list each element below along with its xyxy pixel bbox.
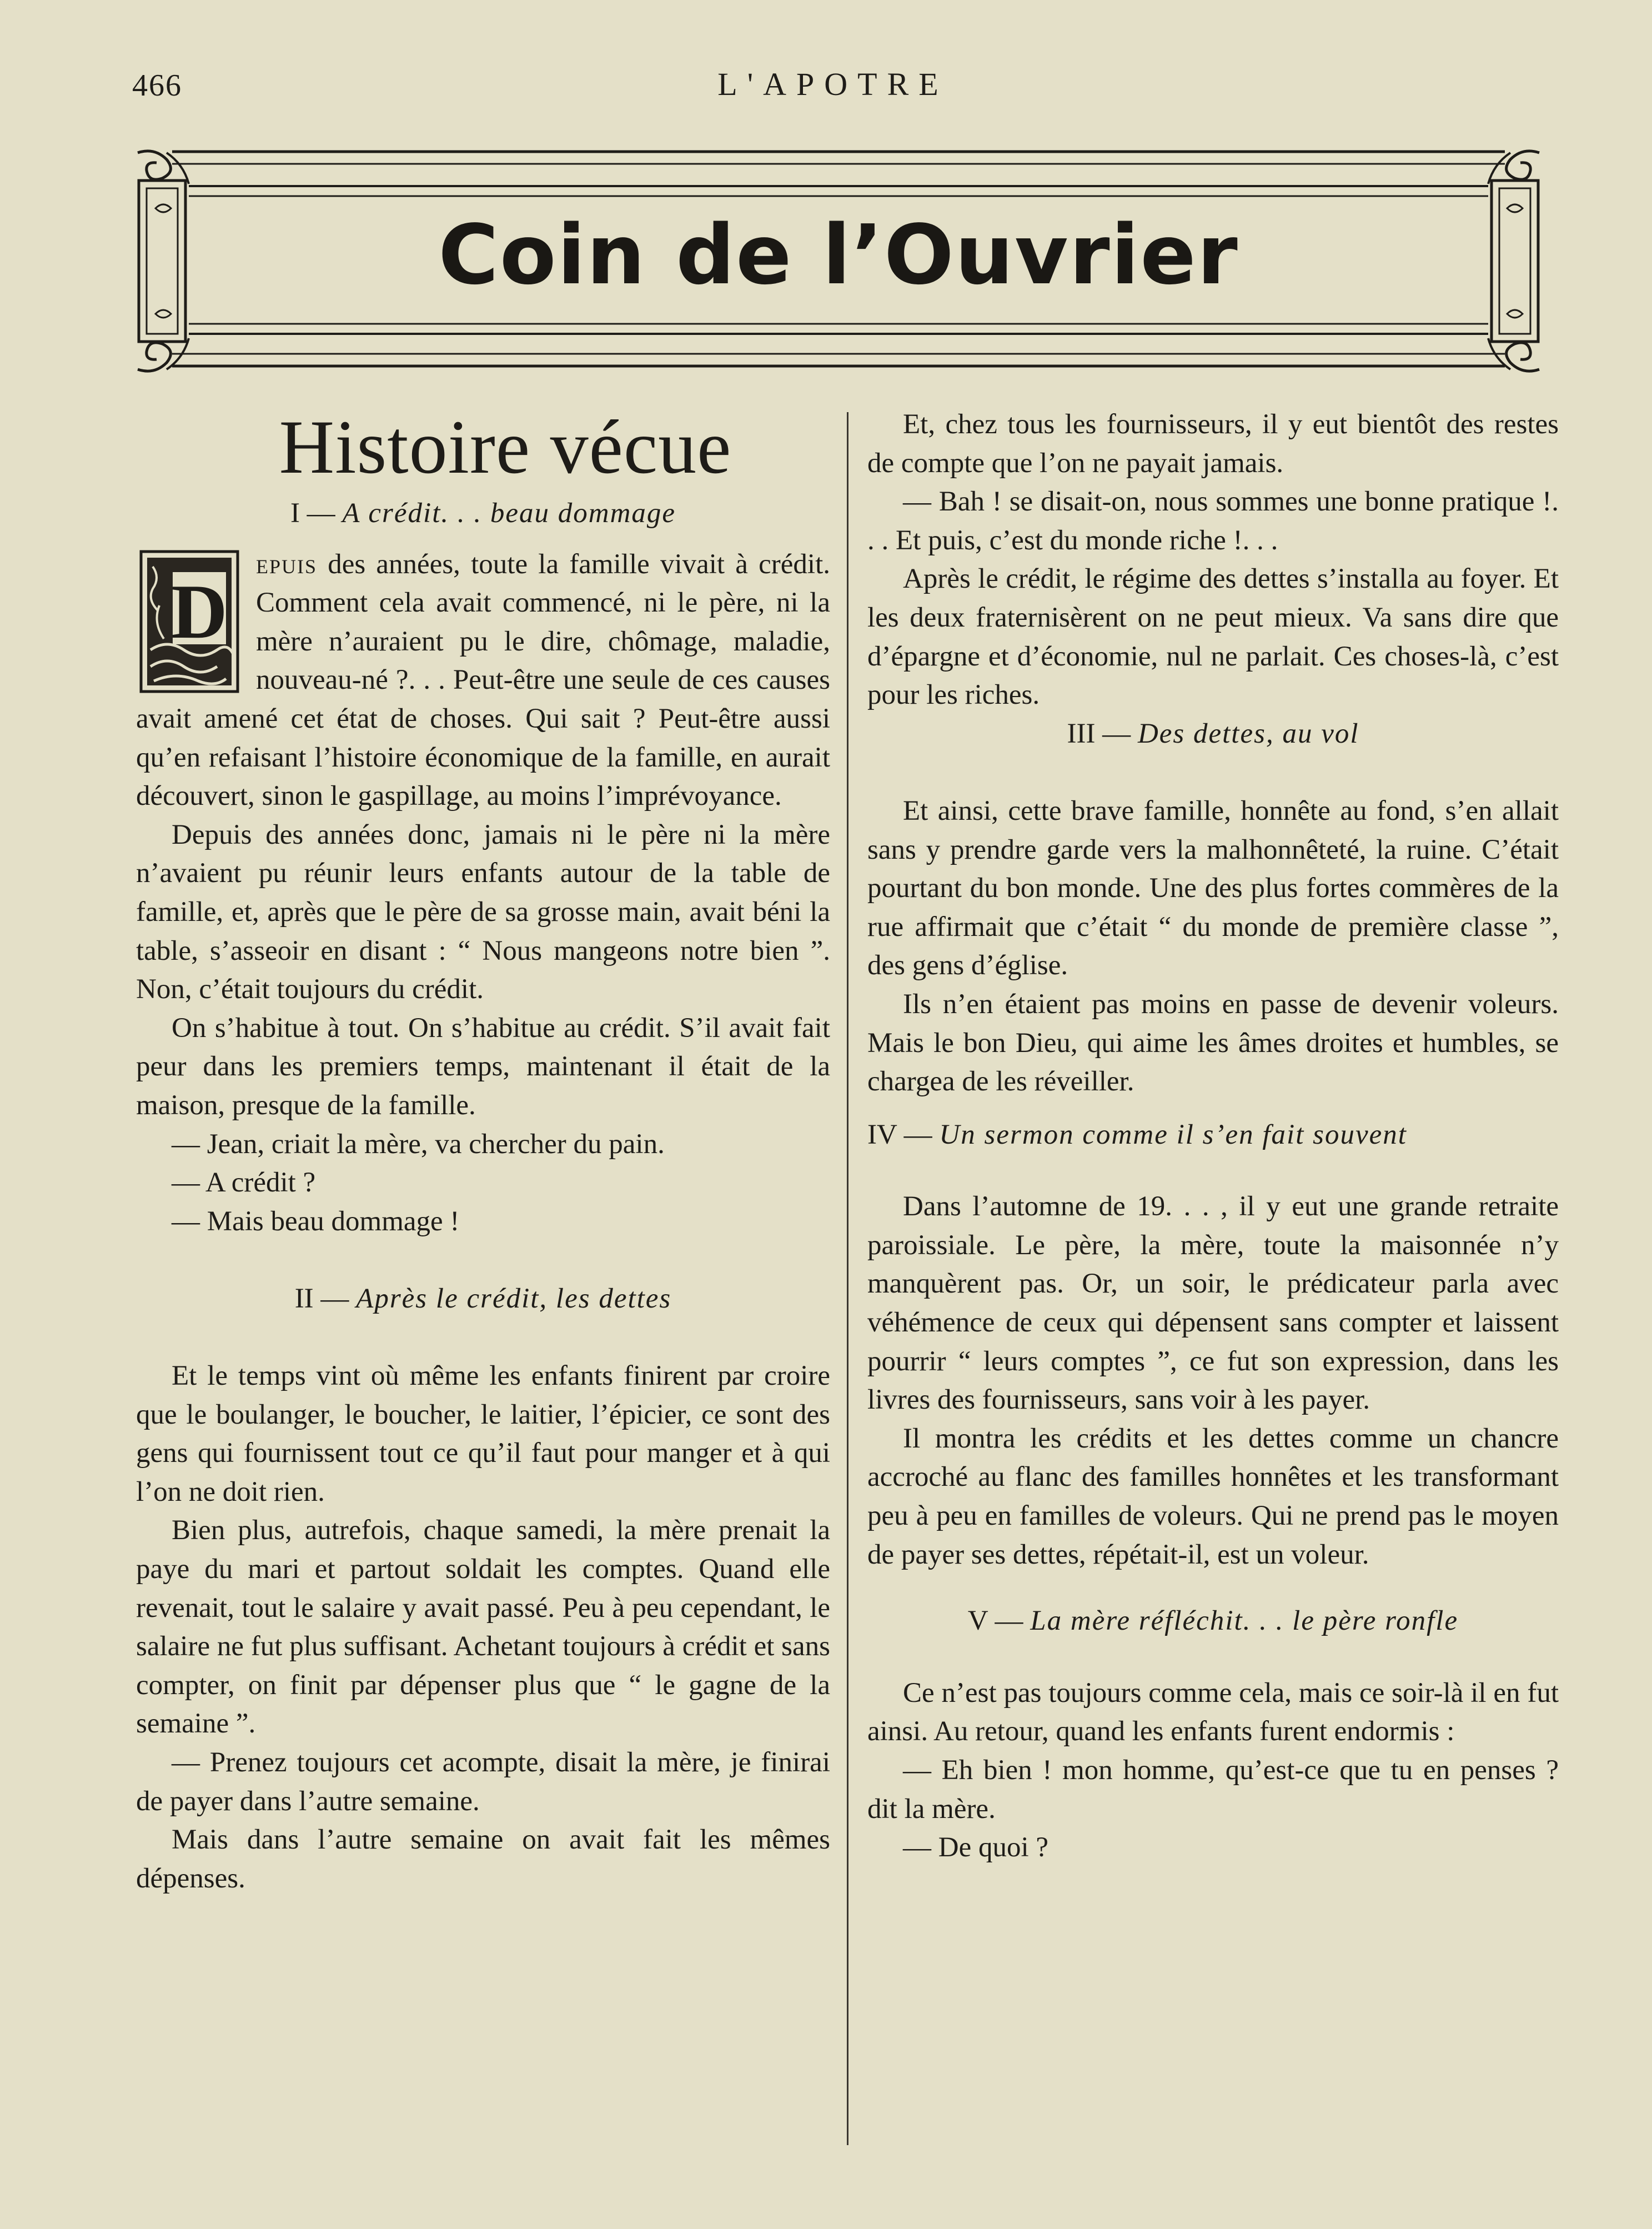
article-title: Histoire vécue [279,404,732,489]
first-paragraph [136,545,830,816]
banner-title: Coin de l’Ouvrier [438,207,1239,303]
dialogue-line: — Bah ! se disait-on, nous sommes une bonne pratique !. . . Et puis, c’est du monde riche !. . . [867,486,1559,556]
left-column [136,405,830,1898]
right-column [867,405,1559,1867]
paragraph: Bien plus, autrefois, chaque samedi, la mère prenait la paye du mari et partout soldait les comptes. Quand elle revenait, tout le salaire y avait passé. Peu à peu cependant, le salaire ne fut plus suffisant. Achetant toujours à crédit et sans compter, on finit par dépenser plus que “ le gagne de la semaine ”. [136,1515,830,1740]
drop-cap-letter: D [171,568,228,655]
dialogue-line: — De quoi ? [903,1832,1049,1864]
section-heading-2 [136,1280,830,1319]
section-banner [133,147,1544,378]
section-title: Un sermon comme il s’en fait souvent [939,1119,1407,1150]
section-heading-4 [867,1116,1559,1155]
section-number: II — [294,1283,349,1314]
page-number: 466 [132,68,182,103]
section-heading-3 [867,715,1559,754]
section-heading-5 [867,1602,1559,1641]
paragraph: Dans l’automne de 19. . . , il y eut une grande retraite paroissiale. Le père, la mère, toute la maisonnée n’y manquèrent pas. Or, un soir, le prédicateur parla avec véhémence de ceux qui dépensent sans compter et laissent pourrir “ leurs comptes ”, ce fut son expression, dans les livres des fournisseurs, sans voir à les payer. [867,1191,1559,1416]
dialogue-line: — Mais beau dommage ! [172,1205,460,1237]
ornamental-initial-icon [139,550,239,693]
paragraph: On s’habitue à tout. On s’habitue au crédit. S’il avait fait peur dans les premiers temps, maintenant il était de la maison, presque de la famille. [136,1012,830,1121]
paragraph: Ce n’est pas toujours comme cela, mais ce soir-là il en fut ainsi. Au retour, quand les enfants furent endormis : [867,1677,1559,1747]
section-title: Après le crédit, les dettes [356,1283,672,1314]
dialogue-line: — Eh bien ! mon homme, qu’est-ce que tu en penses ? dit la mère. [867,1755,1559,1825]
column-divider [847,412,848,2145]
paragraph: Mais dans l’autre semaine on avait fait les mêmes dépenses. [136,1824,830,1894]
drop-cap [139,550,239,693]
opening-small-caps: epuis [256,548,318,580]
paragraph: Depuis des années donc, jamais ni le père ni la mère n’avaient pu réunir leurs enfants autour de la table de famille, et, après que le père de sa grosse main, avait béni la table, s’asseoir en disant : “ Nous mangeons notre bien ”. Non, c’était toujours du crédit. [136,819,830,1005]
section-number: I — [290,498,335,529]
section-number: IV — [867,1119,932,1150]
section-title: Des dettes, au vol [1137,718,1359,749]
section-title: A crédit. . . beau dommage [342,498,676,529]
dialogue-line: — Jean, criait la mère, va chercher du pain. [172,1128,665,1160]
paragraph: Il montra les crédits et les dettes comme un chancre accroché au flanc des familles honnêtes et les transformant peu à peu en familles de voleurs. Qui ne prend pas le moyen de payer ses dettes, répétait-il, est un voleur. [867,1422,1559,1570]
dialogue-line: — A crédit ? [172,1167,316,1199]
section-number: V — [967,1605,1023,1637]
section-heading-1 [136,494,830,533]
running-title: L'APOTRE [717,66,948,102]
paragraph: des années, toute la famille vivait à crédit. Comment cela avait commencé, ni le père, ni la mère n’auraient pu le dire, chômage, maladie, nouveau-né ?. . . Peut-être une seule de ces causes avait amené cet état de choses. Qui sait ? Peut-être aussi qu’en refaisant l’histoire économique de la famille, en aurait découvert, sinon le gaspillage, au moins l’imprévoyance. [136,548,830,812]
paragraph: Ils n’en étaient pas moins en passe de devenir voleurs. Mais le bon Dieu, qui aime les âmes droites et humbles, se chargea de les réveiller. [867,988,1559,1098]
section-number: III — [1067,718,1131,749]
paragraph: Et, chez tous les fournisseurs, il y eut bientôt des restes de compte que l’on ne payait jamais. [867,409,1559,479]
dialogue-line: — Prenez toujours cet acompte, disait la mère, je finirai de payer dans l’autre semaine. [136,1747,830,1817]
section-title: La mère réfléchit. . . le père ronfle [1030,1605,1459,1637]
paragraph: Et le temps vint où même les enfants finirent par croire que le boulanger, le boucher, le laitier, l’épicier, ce sont des gens qui fournissent tout ce qu’il faut pour manger et à qui l’on ne doit rien. [136,1360,830,1507]
paragraph: Après le crédit, le régime des dettes s’installa au foyer. Et les deux fraternisèrent on ne peut mieux. Va sans dire que d’épargne et d’économie, nul ne parlait. Ces choses-là, c’est pour les riches. [867,563,1559,711]
paragraph: Et ainsi, cette brave famille, honnête au fond, s’en allait sans y prendre garde vers la malhonnêteté, la ruine. C’était pourtant du bon monde. Une des plus fortes commères de la rue affirmait que c’était “ du monde de première classe ”, des gens d’église. [867,795,1559,981]
